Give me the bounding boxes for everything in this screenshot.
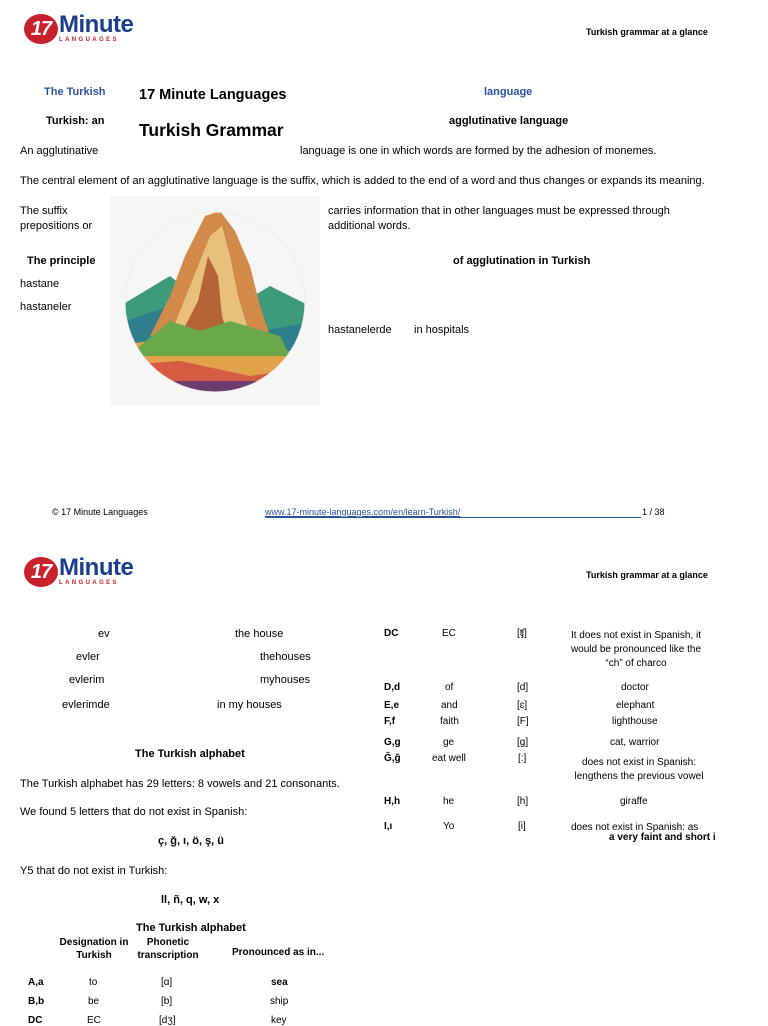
table-row-ipa: [d] [517,682,529,693]
table-row-letter: E,e [384,700,400,711]
table-row-ipa: [:] [518,753,527,764]
table-row-example: does not exist in Spanish: lengthens the previous vowel [574,757,704,782]
table-row-letter: Ğ,ğ [384,753,401,764]
list-item: evlerimde [62,699,110,711]
footer-underline [265,517,641,518]
table-row-ipa: [ɛ] [517,700,528,711]
table-row-example: It does not exist in Spanish, it would be pronounced like the “ch” of charco [570,630,702,669]
alphabet-title: The Turkish alphabet [135,748,245,760]
table-row-name: ge [443,737,455,748]
suffix-left-2: prepositions or [20,220,93,232]
para2: The central element of an agglutinative language is the suffix, which is added to the end of a word and thus changes or expands its meaning. [20,175,705,187]
table-row-ipa: [ɑ] [161,977,173,988]
logo [24,11,134,44]
table-row-name: Yo [443,821,455,832]
alphabet-text-3: Y5 that do not exist in Turkish: [20,865,168,877]
list-item: thehouses [260,651,311,663]
alphabet-text-2: We found 5 letters that do not exist in Spanish: [20,806,248,818]
table-row-name: eat well [432,753,466,764]
table-row-name: be [88,996,100,1007]
table-row-letter: F,f [384,716,396,727]
table-row-name: EC [87,1015,101,1026]
table-row-example: does not exist in Spanish: as [571,822,699,833]
table-row-name: and [441,700,458,711]
list-item: evlerim [69,674,105,686]
letters-not-in-turkish: ll, ñ, q, w, x [161,894,220,906]
suffix-right-2: additional words. [328,220,411,232]
principle-right: of agglutination in Turkish [453,255,591,267]
table-row-name: he [443,796,455,807]
example-2: hastaneler [20,301,72,313]
heading-right-1: language [484,86,533,98]
table-row-letter: H,h [384,796,401,807]
table-row-letter: G,g [384,737,401,748]
table-row-ipa: [F] [517,716,529,727]
para1-right: language is one in which words are formed by the adhesion of monemes. [300,145,657,157]
suffix-left-1: The suffix [20,205,68,217]
table-row-example: sea [271,977,288,988]
table-row-example: elephant [616,700,655,711]
heading-right-2: agglutinative language [449,115,569,127]
table-header-pronounced: Pronounced as in... [232,947,325,958]
logo-sub: LANGUAGES [59,37,119,43]
table-row-example: giraffe [620,796,648,807]
footer-link[interactable]: www.17-minute-languages.com/en/learn-Turkish/ [265,507,461,517]
list-item: evler [76,651,100,663]
example-3: hastanelerde [328,324,392,336]
table-row-ipa: [ʧ] [517,628,527,639]
suffix-right-1: carries information that in other languages must be expressed through [328,205,670,217]
table-row-example: key [271,1015,287,1026]
table-row-letter: B,b [28,996,45,1007]
logo-page2 [24,554,134,587]
table-row-example: ship [270,996,289,1007]
footer-copyright: © 17 Minute Languages [52,507,148,517]
table-row-ipa: [b] [161,996,173,1007]
header-title: Turkish grammar at a glance [586,27,708,37]
logo-badge: 17 [24,14,58,44]
table-row-ipa: [dʒ] [159,1015,176,1026]
list-item: myhouses [260,674,311,686]
example-1: hastane [20,278,60,290]
page-title: Turkish Grammar [139,120,284,140]
table-title: The Turkish alphabet [136,922,246,934]
heading-center-1: 17 Minute Languages [139,87,287,103]
letters-not-in-spanish: ç, ğ, ı, ö, ş, ü [158,835,225,847]
table-row-name: faith [440,716,459,727]
logo-sub: LANGUAGES [59,580,119,586]
footer-page-number: 1 / 38 [642,507,665,517]
table-row-letter: A,a [28,977,44,988]
heading-left-1: The Turkish [44,86,106,98]
cappadocia-illustration [110,196,320,406]
table-row-example: lighthouse [612,716,658,727]
list-item: the house [235,628,284,640]
principle-left: The principle [27,255,96,267]
example-3-translation: in hospitals [414,324,470,336]
heading-left-2: Turkish: an [46,115,105,127]
table-row-example: doctor [621,682,649,693]
table-row-example: cat, warrior [610,737,660,748]
table-row-example-bold: a very faint and short i [609,832,716,843]
table-row-ipa: [i] [518,821,526,832]
table-row-letter: I,ı [384,821,393,832]
header-title-page2: Turkish grammar at a glance [586,570,708,580]
logo-word: Minute [59,11,134,38]
para1-left: An agglutinative [20,145,99,157]
logo-word: Minute [59,554,134,581]
table-header-phonetic: Phonetic transcription [137,937,199,961]
table-row-name: EC [442,628,456,639]
table-row-name: to [89,977,98,988]
table-row-ipa: [g] [517,737,529,748]
list-item: in my houses [217,699,282,711]
alphabet-text-1: The Turkish alphabet has 29 letters: 8 vowels and 21 consonants. [20,778,340,790]
table-row-letter: D,d [384,682,401,693]
table-header-designation: Designation in Turkish [59,937,129,961]
logo-badge: 17 [24,557,58,587]
table-row-letter: DC [384,628,399,639]
table-row-letter: DC [28,1015,43,1026]
list-item: ev [98,628,110,640]
table-row-ipa: [h] [517,796,529,807]
table-row-name: of [445,682,454,693]
